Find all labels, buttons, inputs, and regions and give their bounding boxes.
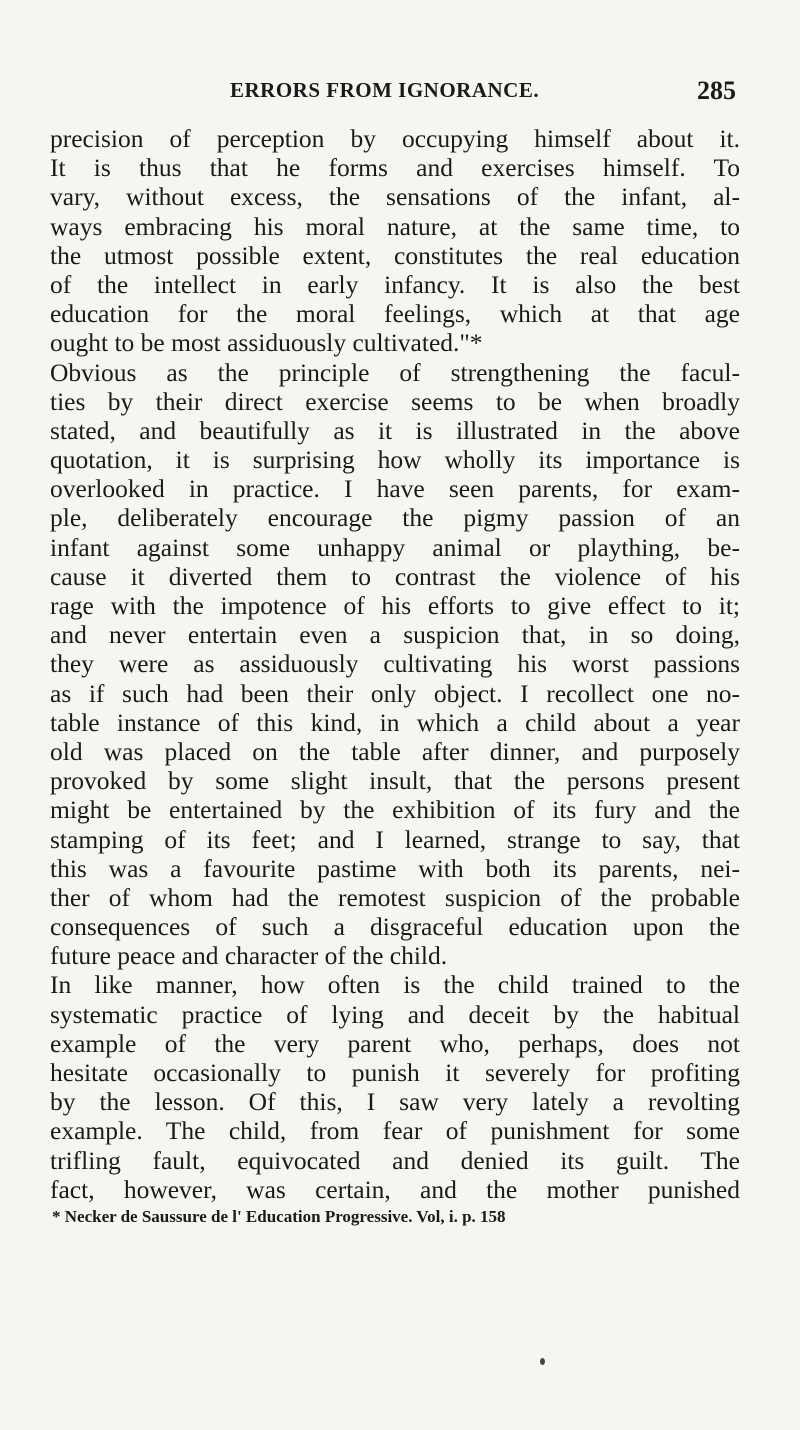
text-line: Obvious as the principle of strengthening the facul- xyxy=(50,357,740,387)
footnote: * Necker de Saussure de l' Education Progressive. Vol, i. p. 158 xyxy=(52,1206,506,1226)
text-line: precision of perception by occupying himself about it. xyxy=(50,124,740,153)
text-line: future peace and character of the child. xyxy=(50,941,448,971)
text-line: old was placed on the table after dinner, and purposely xyxy=(50,736,740,766)
text-line: In like manner, how often is the child trained to the xyxy=(50,970,740,1000)
text-line: this was a favourite pastime with both its parents, nei- xyxy=(50,853,740,883)
text-line: by the lesson. Of this, I saw very lately a revolting xyxy=(50,1087,740,1117)
text-line: example of the very parent who, perhaps, does not xyxy=(50,1028,740,1058)
text-line: It is thus that he forms and exercises himself. To xyxy=(50,153,740,183)
text-line: table instance of this kind, in which a child about a year xyxy=(50,707,740,737)
text-line: overlooked in practice. I have seen parents, for exam- xyxy=(50,474,740,504)
text-line: of the intellect in early infancy. It is also the best xyxy=(50,269,740,299)
text-line: as if such had been their only object. I recollect one no- xyxy=(50,678,740,708)
running-title: ERRORS FROM IGNORANCE. xyxy=(230,78,540,102)
text-line: they were as assiduously cultivating his worst passions xyxy=(50,649,740,679)
text-line: provoked by some slight insult, that the persons present xyxy=(50,766,740,796)
text-line: quotation, it is surprising how wholly its importance is xyxy=(50,445,740,475)
text-line: cause it diverted them to contrast the violence of his xyxy=(50,561,740,591)
text-line: systematic practice of lying and deceit by the habitual xyxy=(50,999,740,1029)
text-line: education for the moral feelings, which at that age xyxy=(50,299,740,329)
text-line: example. The child, from fear of punishment for some xyxy=(50,1116,740,1146)
ink-speck xyxy=(540,1358,545,1365)
text-line: hesitate occasionally to punish it severely for profiting xyxy=(50,1058,740,1087)
text-line: consequences of such a disgraceful education upon the xyxy=(50,912,740,942)
text-line: ought to be most assiduously cultivated."* xyxy=(50,328,483,358)
text-line: might be entertained by the exhibition of its fury and the xyxy=(50,795,740,825)
book-page xyxy=(50,78,740,1228)
text-line: the utmost possible extent, constitutes the real education xyxy=(50,240,740,270)
text-line: infant against some unhappy animal or plaything, be- xyxy=(50,532,740,562)
running-head xyxy=(50,78,740,118)
text-line: ple, deliberately encourage the pigmy passion of an xyxy=(50,503,740,533)
text-line: and never entertain even a suspicion that, in so doing, xyxy=(50,620,740,650)
text-line: trifling fault, equivocated and denied its guilt. The xyxy=(50,1145,740,1175)
text-line: stated, and beautifully as it is illustrated in the above xyxy=(50,415,740,445)
text-line: fact, however, was certain, and the mother punished xyxy=(50,1174,740,1204)
text-line: vary, without excess, the sensations of the infant, al- xyxy=(50,182,740,212)
text-line: stamping of its feet; and I learned, strange to say, that xyxy=(50,824,740,854)
text-line: ties by their direct exercise seems to be when broadly xyxy=(50,386,740,416)
page-number: 285 xyxy=(697,76,736,105)
text-line: ways embracing his moral nature, at the same time, to xyxy=(50,211,740,241)
body-text xyxy=(50,124,740,1204)
text-line: ther of whom had the remotest suspicion of the probable xyxy=(50,882,740,912)
text-line: rage with the impotence of his efforts to give effect to it; xyxy=(50,591,740,620)
